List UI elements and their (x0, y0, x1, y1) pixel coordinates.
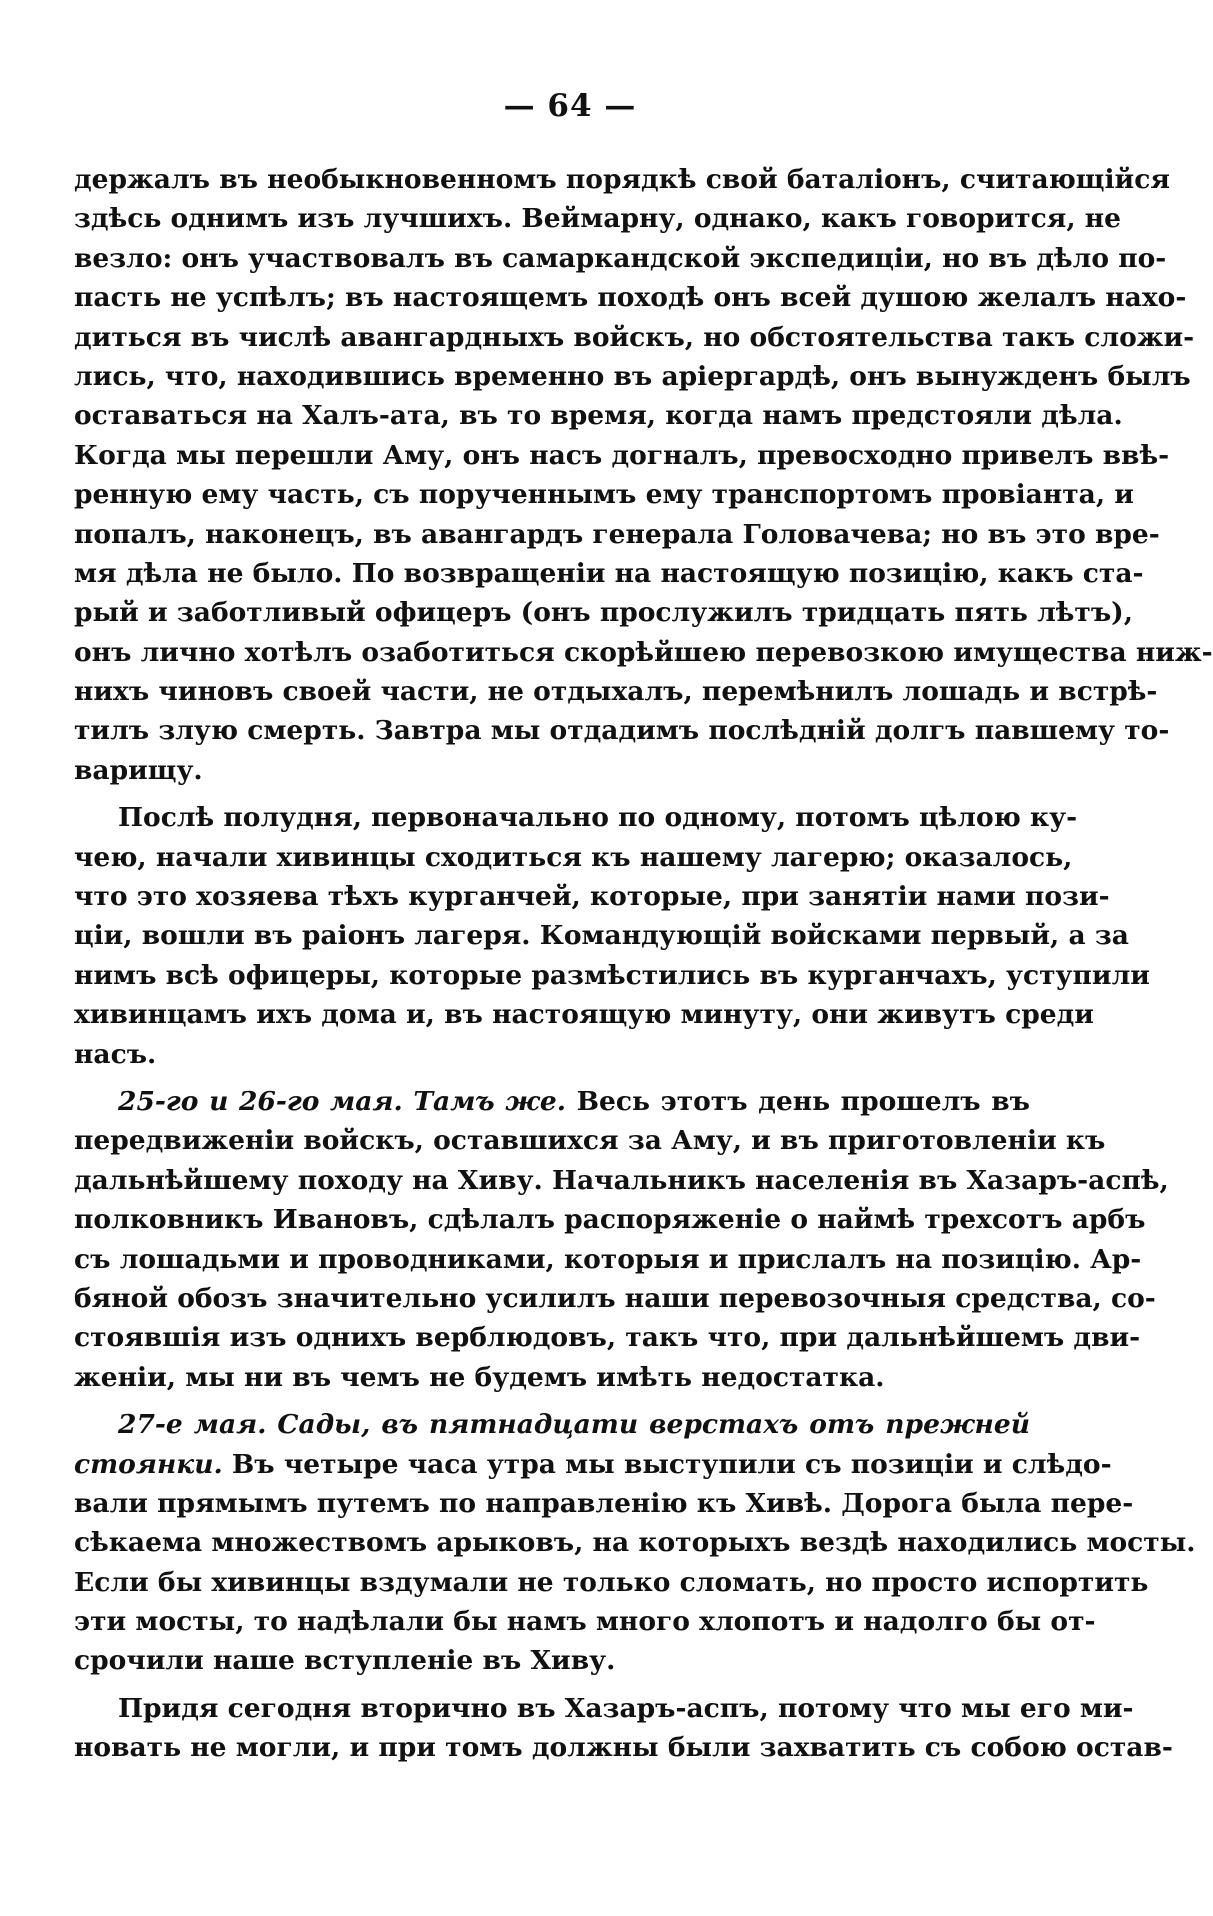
body-text (74, 160, 1213, 1768)
text-line (74, 672, 1158, 711)
text-line (74, 798, 1078, 837)
text-run: бяной обозъ значительно усилилъ наши перевозочныя средства, со- (74, 1282, 1156, 1314)
text-run: сѣкаема множествомъ арыковъ, на которыхъ вездѣ находились мосты. (74, 1527, 1196, 1559)
text-line (74, 1405, 1030, 1444)
paragraph-gap (74, 1074, 1030, 1082)
paragraph-gap (74, 790, 1030, 798)
text-line (74, 995, 1094, 1034)
text-line (74, 877, 1110, 916)
text-line (74, 160, 1170, 199)
text-run: полковникъ Ивановъ, сдѣлалъ распоряженіе о наймѣ трехсотъ арбъ (74, 1204, 1146, 1236)
text-run: срочили наше вступленіе въ Хиву. (74, 1645, 616, 1677)
text-run: оставаться на Халъ-ата, въ то время, когда намъ предстояли дѣла. (74, 400, 1123, 432)
text-line (74, 239, 1167, 278)
text-line (74, 1728, 1173, 1767)
text-run: лись, что, находившись временно въ аріергардѣ, онъ вынужденъ былъ (74, 360, 1191, 392)
text-run: здѣсь однимъ изъ лучшихъ. Веймарну, однако, какъ говорится, не (74, 203, 1122, 235)
text-line (74, 199, 1122, 238)
text-run: новать не могли, и при томъ должны были захватить съ собою остав- (74, 1732, 1173, 1764)
italic-run: 27-е мая. Сады, въ пятнадцати верстахъ отъ прежней (118, 1409, 1030, 1441)
text-line (74, 751, 1030, 790)
text-run: вали прямымъ путемъ по направленію къ Хивѣ. Дорога была пере- (74, 1487, 1134, 1519)
text-line (74, 318, 1195, 357)
text-line (74, 436, 1170, 475)
text-line (74, 1200, 1146, 1239)
text-line (74, 1445, 1112, 1484)
text-run: варищу. (74, 754, 203, 786)
text-run: мя дѣла не было. По возвращеніи на настоящую позицію, какъ ста- (74, 557, 1144, 589)
text-run: хивинцамъ ихъ дома и, въ настоящую минуту, они живутъ среди (74, 999, 1094, 1031)
text-run: пасть не успѣлъ; въ настоящемъ походѣ онъ всей душою желалъ нахо- (74, 282, 1187, 314)
text-line (74, 1563, 1149, 1602)
text-line (74, 1240, 1142, 1279)
paragraph (74, 1689, 1173, 1768)
text-run: стоявшія изъ однихъ верблюдовъ, такъ что, при дальнѣйшемъ дви- (74, 1322, 1141, 1354)
text-line (74, 1689, 1134, 1728)
text-run: держалъ въ необыкновенномъ порядкѣ свой баталіонъ, считающійся (74, 164, 1170, 195)
text-line (74, 1358, 1030, 1397)
text-run: рый и заботливый офицеръ (онъ прослужилъ тридцать пять лѣтъ), (74, 597, 1133, 629)
text-run: ренную ему часть, съ порученнымъ ему транспортомъ провіанта, и (74, 479, 1134, 511)
paragraph (74, 798, 1150, 1074)
text-run: съ лошадьми и проводниками, которыя и прислалъ на позицію. Ар- (74, 1243, 1142, 1275)
text-line (74, 1523, 1196, 1562)
text-run: ціи, вошли въ раіонъ лагеря. Командующій войсками первый, а за (74, 920, 1129, 952)
text-run: Послѣ полудня, первоначально по одному, потомъ цѣлою ку- (118, 802, 1078, 834)
text-line (74, 838, 1073, 877)
text-line (74, 633, 1213, 672)
text-run: женіи, мы ни въ чемъ не будемъ имѣть недостатка. (74, 1361, 885, 1393)
text-run: что это хозяева тѣхъ курганчей, которые, при занятіи нами пози- (74, 881, 1110, 913)
text-run: чею, начали хивинцы сходиться къ нашему лагерю; оказалось, (74, 841, 1073, 873)
text-line (74, 396, 1123, 435)
text-run: эти мосты, то надѣлали бы намъ много хлопотъ и надолго бы от- (74, 1606, 1096, 1638)
text-line (74, 1318, 1141, 1357)
text-run: диться въ числѣ авангардныхъ войскъ, но обстоятельства такъ сложи- (74, 321, 1195, 353)
text-line (74, 1082, 1030, 1121)
text-run: онъ лично хотѣлъ озаботиться скорѣйшею перевозкою имущества ниж- (74, 636, 1213, 668)
text-line (74, 956, 1150, 995)
text-line (74, 515, 1160, 554)
text-run: везло: онъ участвовалъ въ самаркандской экспедиціи, но въ дѣло по- (74, 242, 1167, 274)
paragraph-gap (74, 1397, 1030, 1405)
text-run: Если бы хивинцы вздумали не только сломать, но просто испортить (74, 1566, 1149, 1598)
text-line (74, 1161, 1169, 1200)
text-run: передвиженіи войскъ, оставшихся за Аму, и въ приготовленіи къ (74, 1125, 1106, 1157)
text-run: насъ. (74, 1038, 157, 1070)
text-line (74, 1035, 1030, 1074)
text-line (74, 554, 1144, 593)
text-run: попалъ, наконецъ, въ авангардъ генерала Головачева; но въ это вре- (74, 518, 1160, 550)
text-line (74, 916, 1129, 955)
paragraph (74, 160, 1213, 790)
text-line (74, 1121, 1106, 1160)
text-run: Весь этотъ день прошелъ въ (565, 1085, 1030, 1117)
text-run: Въ четыре часа утра мы выступили съ позиціи и слѣдо- (222, 1448, 1112, 1480)
text-run: Когда мы перешли Аму, онъ насъ догналъ, превосходно привелъ ввѣ- (74, 439, 1170, 471)
text-line (74, 593, 1133, 632)
italic-run: 25-го и 26-го мая. Тамъ же. (118, 1085, 566, 1117)
text-run: нихъ чиновъ своей части, не отдыхалъ, перемѣнилъ лошадь и встрѣ- (74, 676, 1158, 708)
text-line (74, 357, 1191, 396)
text-line (74, 1641, 1030, 1680)
paragraph-gap (74, 1681, 1030, 1689)
text-line (74, 711, 1170, 750)
text-line (74, 1602, 1096, 1641)
text-line (74, 1484, 1134, 1523)
text-line (74, 1279, 1156, 1318)
text-run: нимъ всѣ офицеры, которые размѣстились въ курганчахъ, уступили (74, 959, 1150, 991)
italic-run: стоянки. (74, 1448, 223, 1480)
paragraph (74, 1405, 1196, 1681)
text-line (74, 475, 1134, 514)
text-run: тилъ злую смерть. Завтра мы отдадимъ послѣдній долгъ павшему то- (74, 715, 1170, 747)
text-line (74, 278, 1187, 317)
page-number: — 64 — (503, 88, 637, 124)
text-run: дальнѣйшему походу на Хиву. Начальникъ населенія въ Хазаръ-аспѣ, (74, 1164, 1169, 1196)
paragraph (74, 1082, 1169, 1397)
text-run: Придя сегодня вторично въ Хазаръ-аспъ, потому что мы его ми- (118, 1692, 1134, 1724)
